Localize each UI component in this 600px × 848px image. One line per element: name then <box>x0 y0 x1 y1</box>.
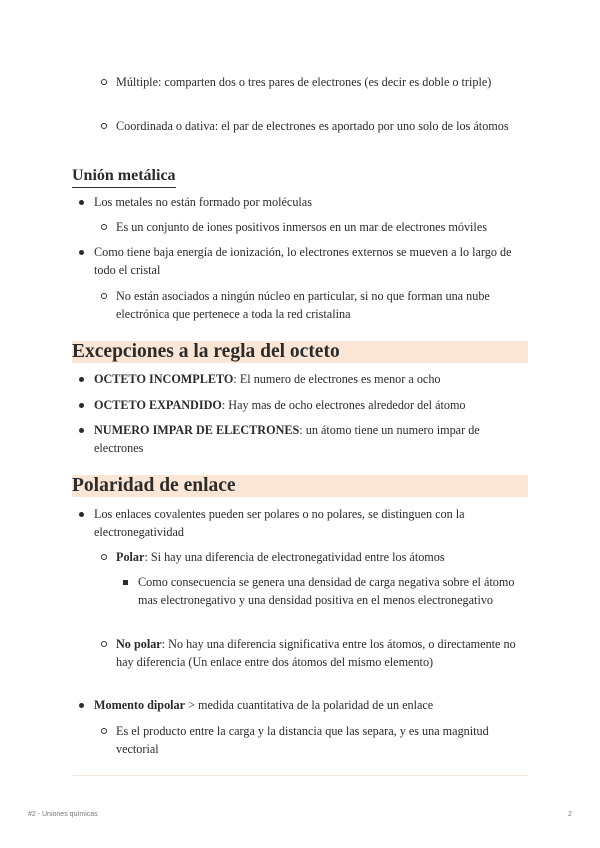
heading-excepciones: Excepciones a la regla del octeto <box>72 341 528 363</box>
heading-polaridad: Polaridad de enlace <box>72 475 528 497</box>
disc-bullet-icon <box>79 403 84 408</box>
circle-bullet-icon <box>101 79 107 85</box>
list-item-metales: Los metales no están formado por moléculas <box>94 193 528 211</box>
list-item-ionizacion: Como tiene baja energía de ionización, lo electrones externos se mueven a lo largo de todo el cristal <box>94 243 528 279</box>
disc-bullet-icon <box>79 200 84 205</box>
list-item-numero-impar: NUMERO IMPAR DE ELECTRONES: un átomo tiene un numero impar de electrones <box>94 421 528 457</box>
disc-bullet-icon <box>79 250 84 255</box>
square-bullet-icon <box>123 580 128 585</box>
list-item-octeto-incompleto: OCTETO INCOMPLETO: El numero de electrones es menor a ocho <box>94 370 528 388</box>
disc-bullet-icon <box>79 512 84 517</box>
list-item-densidad-carga: Como consecuencia se genera una densidad de carga negativa sobre el átomo mas electronegativo y una densidad positiva en el menos electronegativo <box>138 573 528 609</box>
list-item-polar: Polar: Si hay una diferencia de electronegatividad entre los átomos <box>116 548 528 566</box>
circle-bullet-icon <box>101 554 107 560</box>
footer-document-title: #2 - Uniones químicas <box>28 811 98 818</box>
footer-page-number: 2 <box>568 811 572 818</box>
list-item-multiple: Múltiple: comparten dos o tres pares de electrones (es decir es doble o triple) <box>116 73 528 91</box>
disc-bullet-icon <box>79 703 84 708</box>
list-item-no-polar: No polar: No hay una diferencia significativa entre los átomos, o directamente no hay diferencia (Un enlace entre dos átomos del mismo elemento) <box>116 635 528 671</box>
list-item-producto-carga: Es el producto entre la carga y la distancia que las separa, y es una magnitud vectorial <box>116 722 528 758</box>
circle-bullet-icon <box>101 293 107 299</box>
circle-bullet-icon <box>101 224 107 230</box>
disc-bullet-icon <box>79 377 84 382</box>
list-item-nube: No están asociados a ningún núcleo en particular, si no que forman una nube electrónica que pertenece a toda la red cristalina <box>116 287 528 323</box>
list-item-coordinada: Coordinada o dativa: el par de electrones es aportado por uno solo de los átomos <box>116 117 528 135</box>
list-item-iones: Es un conjunto de iones positivos inmersos en un mar de electrones móviles <box>116 218 528 236</box>
heading-union-metalica: Unión metálica <box>72 166 176 188</box>
list-item-enlaces-covalentes: Los enlaces covalentes pueden ser polares o no polares, se distinguen con la electronegatividad <box>94 505 528 541</box>
list-item-momento-dipolar: Momento dipolar > medida cuantitativa de la polaridad de un enlace <box>94 696 528 714</box>
circle-bullet-icon <box>101 728 107 734</box>
list-item-octeto-expandido: OCTETO EXPANDIDO: Hay mas de ocho electrones alrededor del átomo <box>94 396 528 414</box>
circle-bullet-icon <box>101 123 107 129</box>
disc-bullet-icon <box>79 428 84 433</box>
section-divider <box>72 775 528 776</box>
circle-bullet-icon <box>101 641 107 647</box>
